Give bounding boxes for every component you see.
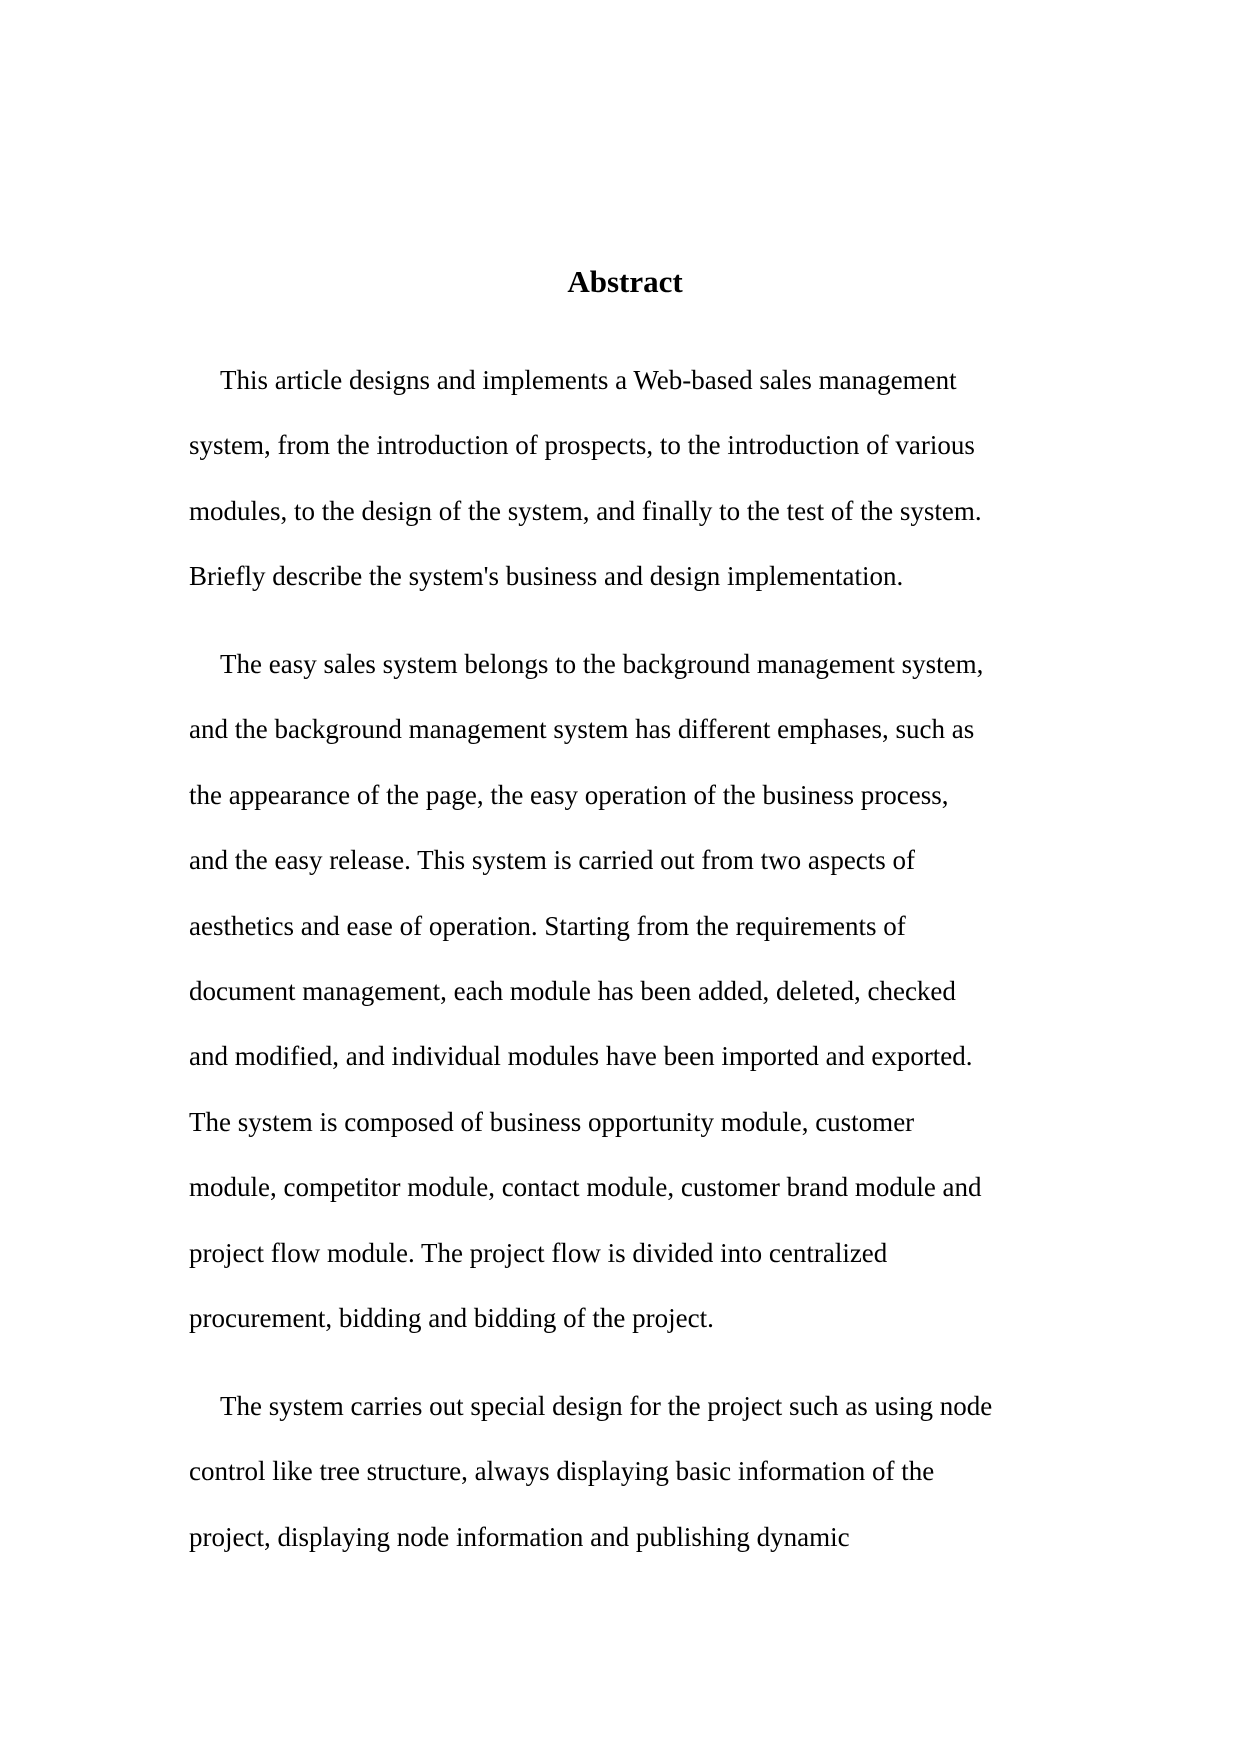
text-line: the appearance of the page, the easy operation of the business process, [189, 779, 949, 810]
abstract-paragraph [189, 1374, 1089, 1570]
text-line: aesthetics and ease of operation. Starting from the requirements of [189, 910, 906, 941]
abstract-paragraph [189, 632, 1089, 1351]
text-line: project flow module. The project flow is divided into centralized [189, 1237, 888, 1268]
text-line: module, competitor module, contact module, customer brand module and [189, 1172, 982, 1203]
text-line: procurement, bidding and bidding of the project. [189, 1303, 714, 1334]
text-line: document management, each module has been added, deleted, checked [189, 976, 956, 1007]
text-line: and the background management system has different emphases, such as [189, 714, 975, 745]
text-line: The system carries out special design for the project such as using node [220, 1391, 993, 1421]
text-line: This article designs and implements a Web-based sales management [220, 365, 957, 395]
abstract-paragraph [189, 348, 1089, 610]
text-line: The easy sales system belongs to the background management system, [220, 649, 984, 679]
text-line: and the easy release. This system is carried out from two aspects of [189, 845, 916, 876]
text-line: system, from the introduction of prospects, to the introduction of various [189, 430, 975, 461]
abstract-heading: Abstract [567, 264, 683, 299]
text-line: project, displaying node information and publishing dynamic [189, 1521, 850, 1552]
text-line: Briefly describe the system's business and design implementation. [189, 561, 904, 592]
text-line: modules, to the design of the system, and finally to the test of the system. [189, 495, 982, 526]
text-line: The system is composed of business opportunity module, customer [189, 1106, 915, 1137]
text-line: control like tree structure, always displaying basic information of the [189, 1456, 935, 1487]
text-line: and modified, and individual modules have been imported and exported. [189, 1041, 973, 1072]
